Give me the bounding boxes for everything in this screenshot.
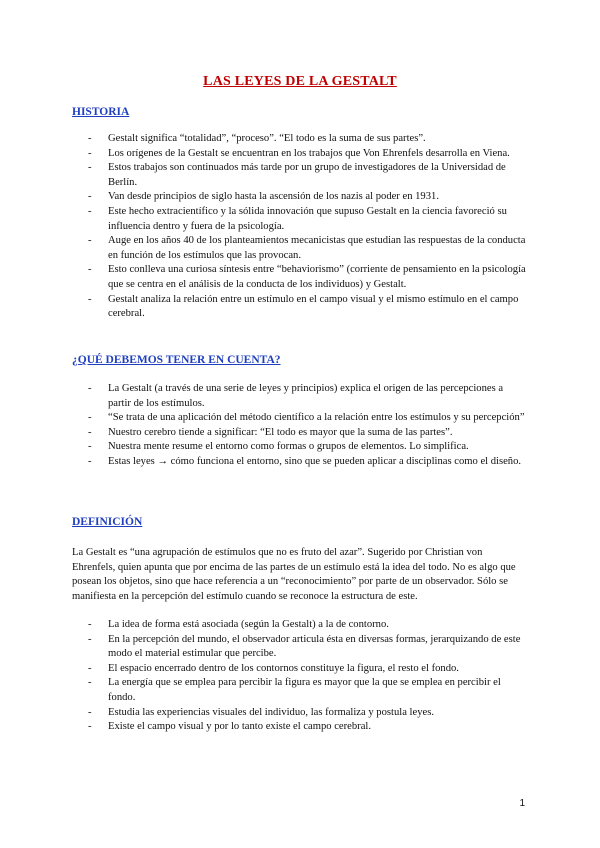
list-item: - Esto conlleva una curiosa síntesis entre “behaviorismo” (corriente de pensamiento en la psicología que se centra en el análisis de la conducta de los individuos) y Gestalt. bbox=[88, 263, 528, 292]
definicion-list bbox=[88, 618, 528, 735]
list-item: - El espacio encerrado dentro de los contornos constituye la figura, el resto el fondo. bbox=[88, 662, 528, 677]
list-item: - Estas leyes → cómo funciona el entorno, sino que se pueden aplicar a disciplinas como el diseño. bbox=[88, 455, 528, 470]
list-item: - Los orígenes de la Gestalt se encuentran en los trabajos que Von Ehrenfels desarrolla en Viena. bbox=[88, 147, 528, 162]
document-title: LAS LEYES DE LA GESTALT bbox=[203, 74, 397, 89]
list-item: - Este hecho extracientífico y la sólida innovación que supuso Gestalt en la ciencia favoreció su influencia dentro y fuera de la psicología. bbox=[88, 205, 528, 234]
que-debemos-list bbox=[88, 382, 528, 470]
list-item: - Auge en los años 40 de los planteamientos mecanicistas que estudian las respuestas de la conducta en función de los estímulos que las provocan. bbox=[88, 234, 528, 263]
list-item: - En la percepción del mundo, el observador articula ésta en diversas formas, jerarquizando de este modo el material estimular que percibe. bbox=[88, 633, 528, 662]
list-item: - Existe el campo visual y por lo tanto existe el campo cerebral. bbox=[88, 720, 528, 735]
list-item: - Estos trabajos son continuados más tarde por un grupo de investigadores de la Universidad de Berlín. bbox=[88, 161, 528, 190]
list-item: - La energía que se emplea para percibir la figura es mayor que la que se emplea en percibir el fondo. bbox=[88, 676, 528, 705]
list-item: - La Gestalt (a través de una serie de leyes y principios) explica el origen de las percepciones a partir de los estímulos. bbox=[88, 382, 528, 411]
list-item: - Gestalt analiza la relación entre un estímulo en el campo visual y el mismo estímulo en el campo cerebral. bbox=[88, 293, 528, 322]
historia-list bbox=[88, 132, 528, 322]
list-item: - Gestalt significa “totalidad”, “proceso”. “El todo es la suma de sus partes”. bbox=[88, 132, 528, 147]
list-item: - Nuestra mente resume el entorno como formas o grupos de elementos. Lo simplifica. bbox=[88, 440, 528, 455]
list-item: - Nuestro cerebro tiende a significar: “El todo es mayor que la suma de las partes”. bbox=[88, 426, 528, 441]
heading-historia: HISTORIA bbox=[72, 106, 130, 118]
heading-definicion: DEFINICIÓN bbox=[72, 516, 143, 528]
list-item: - Estudia las experiencias visuales del individuo, las formaliza y postula leyes. bbox=[88, 706, 528, 721]
list-item: - “Se trata de una aplicación del método científico a la relación entre los estímulos y su percepción” bbox=[88, 411, 528, 426]
heading-que-debemos: ¿QUÉ DEBEMOS TENER EN CUENTA? bbox=[72, 354, 281, 366]
page-number: 1 bbox=[519, 798, 525, 809]
list-item: - La idea de forma está asociada (según la Gestalt) a la de contorno. bbox=[88, 618, 528, 633]
definicion-paragraph: La Gestalt es “una agrupación de estímulos que no es fruto del azar”. Sugerido por Christian von Ehrenfels, quien apunta que por encima de las partes de un estímulo está la idea del todo. No es algo que posean los objetos, sino que hace referencia a un “reconocimiento” por parte de un observador. Sólo se manifiesta en la percepción del estímulo cuando se reconoce la estructura de este. bbox=[72, 547, 516, 602]
list-item: - Van desde principios de siglo hasta la ascensión de los nazis al poder en 1931. bbox=[88, 190, 528, 205]
